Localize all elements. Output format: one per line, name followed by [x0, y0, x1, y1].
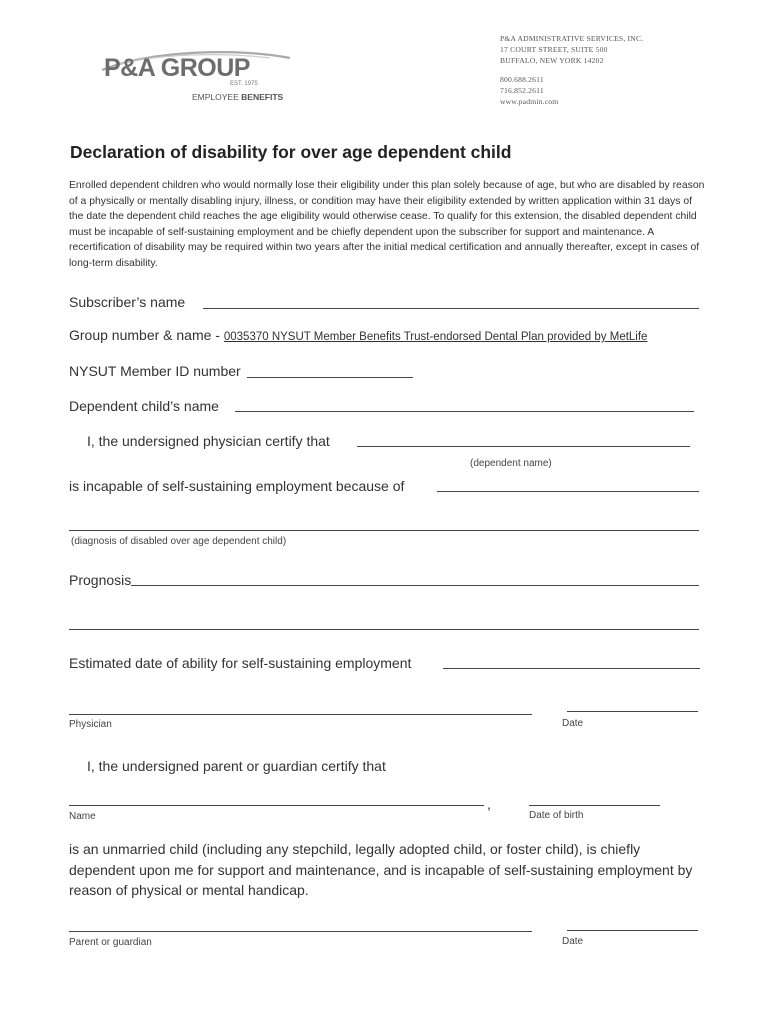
- subscriber-name-label: Subscriber’s name: [69, 294, 186, 310]
- prognosis-label: Prognosis: [69, 572, 132, 588]
- date-of-birth-label: Date of birth: [529, 810, 584, 821]
- estimated-date-label: Estimated date of ability for self-sustaining employment: [69, 655, 412, 671]
- logo-tagline-light: EMPLOYEE: [192, 92, 239, 102]
- group-number-value: 0035370 NYSUT Member Benefits Trust-endorsed Dental Plan provided by MetLife: [223, 331, 648, 343]
- parent-date-field[interactable]: [567, 930, 698, 931]
- address-street: 17 COURT STREET, SUITE 500: [500, 45, 608, 54]
- incapable-reason-field[interactable]: [437, 491, 699, 492]
- diagnosis-field[interactable]: [69, 530, 699, 531]
- estimated-date-field[interactable]: [443, 668, 700, 669]
- company-address: [500, 33, 643, 107]
- logo-est: EST. 1975: [230, 81, 258, 87]
- group-number-label: Group number & name -: [69, 327, 220, 343]
- subscriber-name-field[interactable]: [203, 308, 699, 309]
- logo-name: P&A GROUP: [104, 54, 250, 82]
- group-number-row: [69, 327, 647, 343]
- pa-group-logo: [100, 48, 300, 106]
- parent-statement: is an unmarried child (including any stepchild, legally adopted child, or foster child), is chiefly dependent upon me for support and maintenance, and is incapable of self-sustaining employment by reason of physical or mental handicap.: [69, 841, 693, 898]
- prognosis-field-2[interactable]: [69, 629, 699, 630]
- dependent-name-label: Dependent child’s name: [69, 398, 219, 414]
- date-of-birth-field[interactable]: [529, 805, 660, 806]
- physician-date-field[interactable]: [567, 711, 698, 712]
- address-city: BUFFALO, NEW YORK 14202: [500, 56, 604, 65]
- physician-date-label: Date: [562, 718, 584, 729]
- logo-tagline-bold: BENEFITS: [241, 92, 284, 102]
- address-company: P&A ADMINISTRATIVE SERVICES, INC.: [500, 34, 644, 43]
- address-phone1: 800.688.2611: [500, 75, 544, 84]
- prognosis-field[interactable]: [131, 585, 699, 586]
- parent-label: Parent or guardian: [69, 937, 152, 948]
- diagnosis-hint: (diagnosis of disabled over age dependent child): [71, 536, 287, 547]
- child-name-field[interactable]: [69, 805, 484, 806]
- logo-tagline: [192, 92, 283, 102]
- incapable-label: is incapable of self-sustaining employment because of: [69, 478, 405, 494]
- member-id-field[interactable]: [247, 377, 413, 378]
- physician-dependent-name-field[interactable]: [357, 446, 690, 447]
- address-web: www.padmin.com: [500, 97, 559, 106]
- member-id-label: NYSUT Member ID number: [69, 363, 241, 379]
- child-name-label: Name: [69, 811, 96, 822]
- dependent-name-hint: (dependent name): [470, 458, 552, 469]
- physician-label: Physician: [69, 719, 112, 730]
- parent-signature-field[interactable]: [69, 931, 532, 932]
- address-phone2: 716.852.2611: [500, 86, 544, 95]
- intro-paragraph: Enrolled dependent children who would normally lose their eligibility under this plan solely because of age, but who are disabled by reason of a physically or mentally disabling injury, illness, or condition may have their eligibility extended by written application within 31 days of the date the dependent child reaches the age eligibility would otherwise cease. To qualify for this extension, the disabled dependent child must be incapable of self-sustaining employment and be chiefly dependent upon the subscriber for support and maintenance. A recertification of disability may be required within two years after the initial medical certification and annually thereafter, except in cases of long-term disability.: [69, 180, 705, 269]
- dependent-name-field[interactable]: [235, 411, 694, 412]
- page-title: Declaration of disability for over age dependent child: [70, 142, 512, 162]
- physician-signature-field[interactable]: [69, 714, 532, 715]
- physician-certify-label: I, the undersigned physician certify that: [87, 433, 330, 449]
- parent-certify-label: I, the undersigned parent or guardian certify that: [87, 758, 386, 774]
- name-comma: ,: [487, 796, 491, 812]
- parent-date-label: Date: [562, 936, 584, 947]
